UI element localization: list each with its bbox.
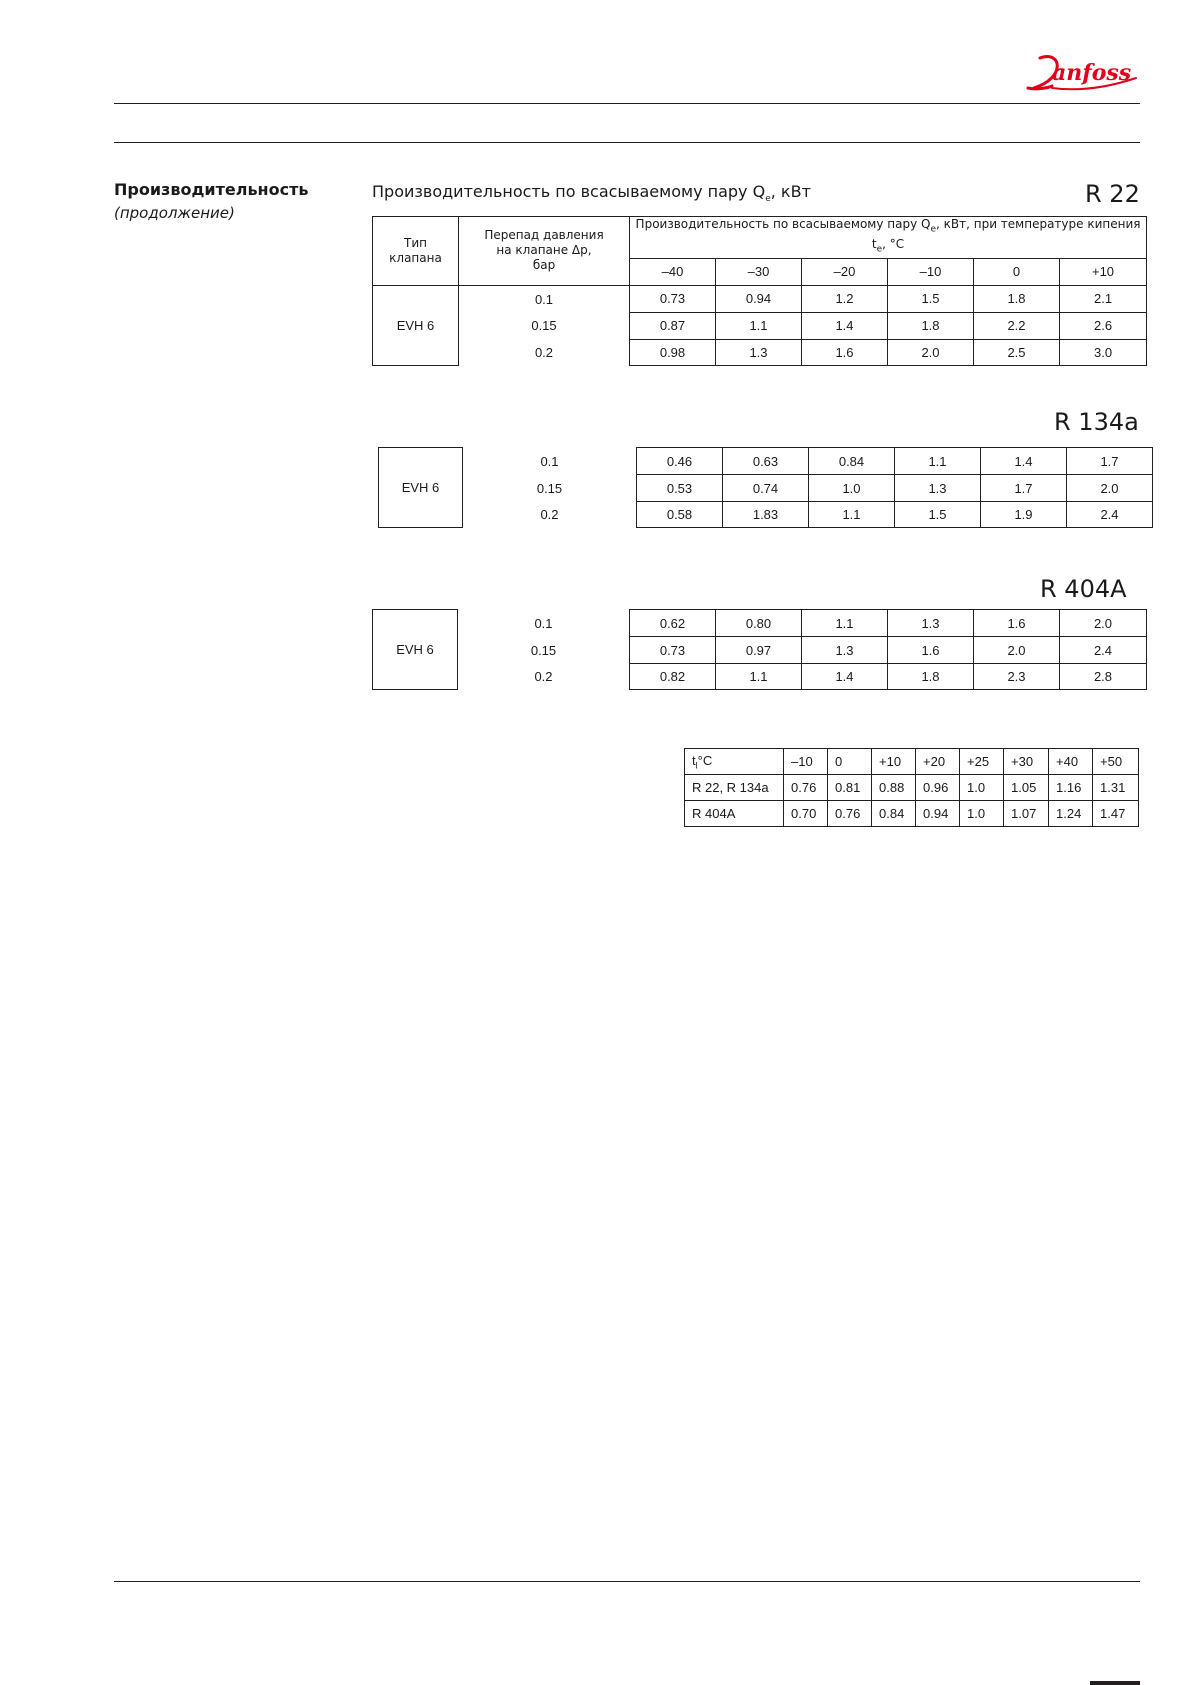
correction-cell: 1.05 (1004, 775, 1049, 801)
capacity-cell: 0.84 (809, 448, 895, 475)
capacity-cell: 2.4 (1067, 502, 1153, 528)
capacity-cell: 0.74 (723, 475, 809, 502)
refrigerant-label-r134a: R 134a (1054, 408, 1139, 436)
capacity-cell: 2.0 (888, 339, 974, 365)
capacity-cell: 1.0 (809, 475, 895, 502)
capacity-cell: 0.87 (630, 312, 716, 339)
correction-header-temp: +40 (1049, 749, 1093, 775)
capacity-cell: 2.0 (974, 637, 1060, 664)
correction-header-temp: +25 (960, 749, 1004, 775)
capacity-cell: 1.3 (895, 475, 981, 502)
capacity-table-r22 (372, 216, 1147, 366)
valve-type-cell: EVH 6 (373, 285, 459, 365)
capacity-cell: 1.1 (809, 502, 895, 528)
capacity-cell: 1.1 (802, 610, 888, 637)
capacity-cell: 2.5 (974, 339, 1060, 365)
refrigerant-label-r22: R 22 (1085, 180, 1140, 208)
header-temp: –10 (888, 258, 974, 285)
capacity-cell: 1.1 (716, 312, 802, 339)
correction-cell: 0.70 (784, 801, 828, 827)
capacity-cell: 3.0 (1060, 339, 1147, 365)
capacity-cell: 0.63 (723, 448, 809, 475)
correction-cell: 1.47 (1093, 801, 1139, 827)
footer-rule (114, 1581, 1140, 1582)
pressure-drop-cell: 0.2 (458, 664, 630, 690)
capacity-cell: 1.4 (802, 312, 888, 339)
capacity-cell: 0.94 (716, 285, 802, 312)
capacity-cell: 1.8 (974, 285, 1060, 312)
capacity-cell: 1.9 (981, 502, 1067, 528)
capacity-table-r134a (378, 447, 1153, 528)
pressure-drop-cell: 0.1 (458, 610, 630, 637)
svg-text:anfoss: anfoss (1052, 60, 1132, 86)
correction-cell: 1.0 (960, 775, 1004, 801)
table-caption: Производительность по всасываемому пару $Q_e$, кВт (372, 182, 811, 205)
refrigerant-label-r404a: R 404A (1040, 575, 1127, 603)
header-temp: –30 (716, 258, 802, 285)
header-capacity: Производительность по всасываемому пару $Q_e$, кВт, при температуре кипения $t_e$, °C (630, 217, 1147, 259)
valve-type-cell: EVH 6 (373, 610, 458, 690)
correction-cell: 0.81 (828, 775, 872, 801)
pressure-drop-cell: 0.15 (459, 312, 630, 339)
correction-header-temp: +30 (1004, 749, 1049, 775)
correction-row-label: R 22, R 134a (685, 775, 784, 801)
correction-header-temp: +50 (1093, 749, 1139, 775)
pressure-drop-cell: 0.15 (463, 475, 637, 502)
header-temp: +10 (1060, 258, 1147, 285)
capacity-cell: 2.3 (974, 664, 1060, 690)
valve-type-cell: EVH 6 (379, 448, 463, 528)
capacity-cell: 1.4 (802, 664, 888, 690)
capacity-cell: 1.83 (723, 502, 809, 528)
correction-cell: 1.31 (1093, 775, 1139, 801)
capacity-cell: 0.82 (630, 664, 716, 690)
capacity-cell: 2.1 (1060, 285, 1147, 312)
correction-cell: 1.16 (1049, 775, 1093, 801)
correction-header-temp: +20 (916, 749, 960, 775)
correction-header-temp: +10 (872, 749, 916, 775)
capacity-cell: 0.53 (637, 475, 723, 502)
header-temp: 0 (974, 258, 1060, 285)
capacity-cell: 0.73 (630, 637, 716, 664)
pressure-drop-cell: 0.2 (459, 339, 630, 365)
correction-cell: 1.07 (1004, 801, 1049, 827)
correction-cell: 0.76 (828, 801, 872, 827)
header-rule-bottom (114, 142, 1140, 143)
capacity-cell: 1.5 (895, 502, 981, 528)
correction-cell: 0.76 (784, 775, 828, 801)
capacity-cell: 1.5 (888, 285, 974, 312)
correction-cell: 0.96 (916, 775, 960, 801)
header-rule-top (114, 103, 1140, 104)
capacity-cell: 1.6 (974, 610, 1060, 637)
capacity-cell: 1.1 (895, 448, 981, 475)
capacity-cell: 0.97 (716, 637, 802, 664)
capacity-cell: 2.0 (1067, 475, 1153, 502)
correction-header-temp: –10 (784, 749, 828, 775)
correction-row-label: R 404A (685, 801, 784, 827)
header-temp: –40 (630, 258, 716, 285)
pressure-drop-cell: 0.2 (463, 502, 637, 528)
pressure-drop-cell: 0.1 (459, 285, 630, 312)
capacity-cell: 1.6 (802, 339, 888, 365)
danfoss-logo (1022, 48, 1142, 96)
capacity-cell: 1.4 (981, 448, 1067, 475)
correction-cell: 1.0 (960, 801, 1004, 827)
correction-cell: 0.94 (916, 801, 960, 827)
capacity-cell: 0.80 (716, 610, 802, 637)
header-temp: –20 (802, 258, 888, 285)
capacity-cell: 1.8 (888, 312, 974, 339)
capacity-cell: 1.8 (888, 664, 974, 690)
capacity-cell: 2.4 (1060, 637, 1147, 664)
header-pressure-drop: Перепад давления на клапане Δp, бар (459, 217, 630, 286)
correction-cell: 0.84 (872, 801, 916, 827)
capacity-cell: 0.62 (630, 610, 716, 637)
capacity-cell: 2.6 (1060, 312, 1147, 339)
capacity-cell: 1.1 (716, 664, 802, 690)
footer-corner-mark (1090, 1681, 1140, 1685)
pressure-drop-cell: 0.1 (463, 448, 637, 475)
capacity-cell: 1.7 (1067, 448, 1153, 475)
capacity-cell: 1.3 (802, 637, 888, 664)
correction-header-temp: 0 (828, 749, 872, 775)
capacity-cell: 1.2 (802, 285, 888, 312)
capacity-cell: 1.7 (981, 475, 1067, 502)
capacity-cell: 2.8 (1060, 664, 1147, 690)
capacity-table-r404a (372, 609, 1147, 690)
capacity-cell: 1.6 (888, 637, 974, 664)
section-subtitle: (продолжение) (114, 204, 235, 222)
correction-cell: 0.88 (872, 775, 916, 801)
capacity-cell: 2.2 (974, 312, 1060, 339)
capacity-cell: 1.3 (716, 339, 802, 365)
section-title: Производительность (114, 180, 309, 199)
correction-header-label: $t_l^\circ C$ (685, 749, 784, 775)
pressure-drop-cell: 0.15 (458, 637, 630, 664)
correction-factor-table (684, 748, 1139, 827)
capacity-cell: 2.0 (1060, 610, 1147, 637)
capacity-cell: 0.46 (637, 448, 723, 475)
capacity-cell: 0.73 (630, 285, 716, 312)
correction-cell: 1.24 (1049, 801, 1093, 827)
capacity-cell: 1.3 (888, 610, 974, 637)
capacity-cell: 0.98 (630, 339, 716, 365)
header-valve-type: Тип клапана (373, 217, 459, 286)
capacity-cell: 0.58 (637, 502, 723, 528)
